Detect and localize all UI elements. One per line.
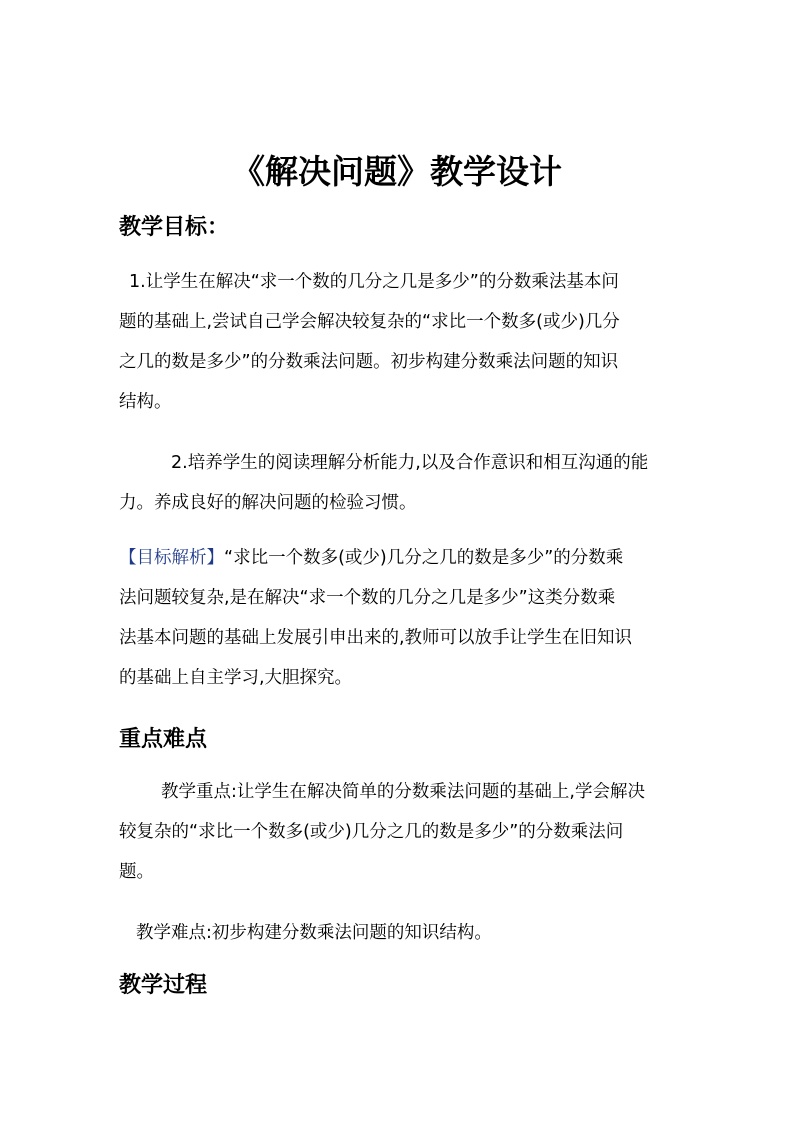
goal2-line-1: 2.培养学生的阅读理解分析能力,以及合作意识和相互沟通的能: [171, 453, 649, 473]
goal1-line-3: 之几的数是多少”的分数乘法问题。初步构建分数乘法问题的知识: [119, 352, 619, 372]
difficulty-paragraph: [119, 913, 679, 953]
goal-paragraph-2: [119, 443, 679, 523]
key-line-2: 较复杂的“求比一个数多(或少)几分之几的数是多少”的分数乘法问: [119, 822, 624, 842]
section-heading-key-points: 重点难点: [119, 726, 208, 752]
section-heading-process: 教学过程: [119, 972, 208, 998]
goal1-line-2: 题的基础上,尝试自己学会解决较复杂的“求比一个数多(或少)几分: [119, 312, 620, 332]
analysis-line-4: 的基础上自主学习,大胆探究。: [119, 668, 353, 688]
analysis-line-2: 法问题较复杂,是在解决“求一个数的几分之几是多少”这类分数乘: [119, 588, 616, 608]
analysis-line-3: 法基本问题的基础上发展引申出来的,教师可以放手让学生在旧知识: [119, 628, 633, 648]
key-line-3: 题。: [119, 862, 154, 882]
goal-paragraph-1: [119, 262, 679, 422]
goal-analysis-paragraph: [119, 538, 679, 698]
section-heading-goals: 教学目标：: [119, 214, 230, 240]
key-point-paragraph: [119, 772, 679, 892]
document-title: 《解决问题》教学设计: [232, 152, 562, 191]
analysis-line-1: [119, 538, 679, 578]
analysis-line-1-text: “求比一个数多(或少)几分之几的数是多少”的分数乘: [224, 548, 624, 568]
analysis-tag: 【目标解析】: [119, 548, 224, 568]
key-line-1: 教学重点:让学生在解决简单的分数乘法问题的基础上,学会解决: [161, 782, 645, 802]
difficulty-line: 教学难点:初步构建分数乘法问题的知识结构。: [136, 923, 492, 943]
goal1-line-4: 结构。: [119, 392, 172, 412]
goal1-line-1: 1.让学生在解决“求一个数的几分之几是多少”的分数乘法基本问: [129, 272, 619, 292]
goal2-line-2: 力。养成良好的解决问题的检验习惯。: [119, 493, 417, 513]
